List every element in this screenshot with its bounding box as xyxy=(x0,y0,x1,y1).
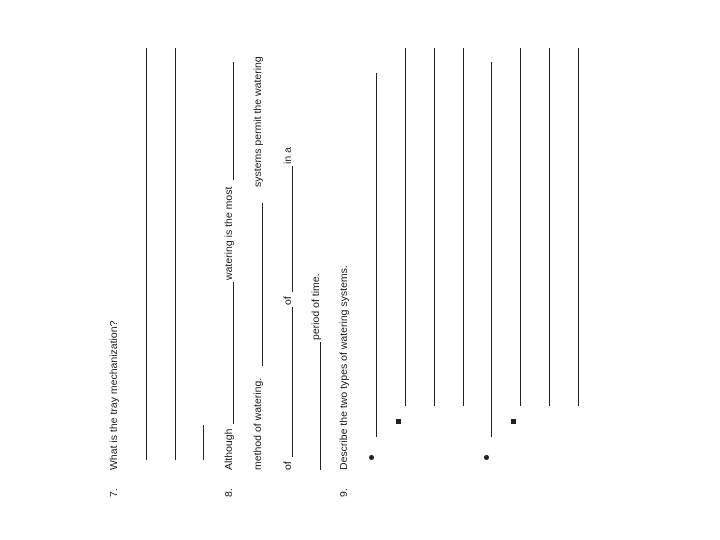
fill-in-blank[interactable] xyxy=(292,166,293,292)
question-9-text: Describe the two types of watering systems. xyxy=(338,265,350,470)
question-8-text: systems permit the watering xyxy=(252,56,264,187)
answer-line[interactable] xyxy=(578,48,579,406)
answer-line[interactable] xyxy=(520,48,521,406)
bullet-round xyxy=(484,455,489,460)
answer-line[interactable] xyxy=(376,73,377,437)
fill-in-blank[interactable] xyxy=(233,282,234,424)
question-8-text: watering is the most xyxy=(223,186,235,280)
fill-in-blank[interactable] xyxy=(320,342,321,470)
bullet-square xyxy=(511,419,516,424)
question-8-text: of xyxy=(282,296,294,305)
question-8-text: of xyxy=(282,461,294,470)
question-8-number: 8. xyxy=(223,488,235,497)
answer-line[interactable] xyxy=(146,48,147,460)
question-9-number: 9. xyxy=(338,488,350,497)
question-7-number: 7. xyxy=(108,488,120,497)
question-8-text: method of watering. xyxy=(252,377,264,470)
question-7-text: What is the tray mechanization? xyxy=(108,320,120,470)
answer-line[interactable] xyxy=(434,48,435,406)
question-8-text: period of time. xyxy=(310,273,322,340)
fill-in-blank[interactable] xyxy=(292,307,293,457)
answer-line[interactable] xyxy=(203,425,204,460)
fill-in-blank[interactable] xyxy=(233,62,234,180)
bullet-square xyxy=(396,419,401,424)
question-8-text: in a xyxy=(282,147,294,164)
answer-line[interactable] xyxy=(405,48,406,406)
fill-in-blank[interactable] xyxy=(262,203,263,366)
answer-line[interactable] xyxy=(549,48,550,406)
answer-line[interactable] xyxy=(175,48,176,460)
question-8-text: Although xyxy=(223,428,235,470)
answer-line[interactable] xyxy=(463,48,464,406)
bullet-round xyxy=(369,455,374,460)
answer-line[interactable] xyxy=(491,62,492,437)
